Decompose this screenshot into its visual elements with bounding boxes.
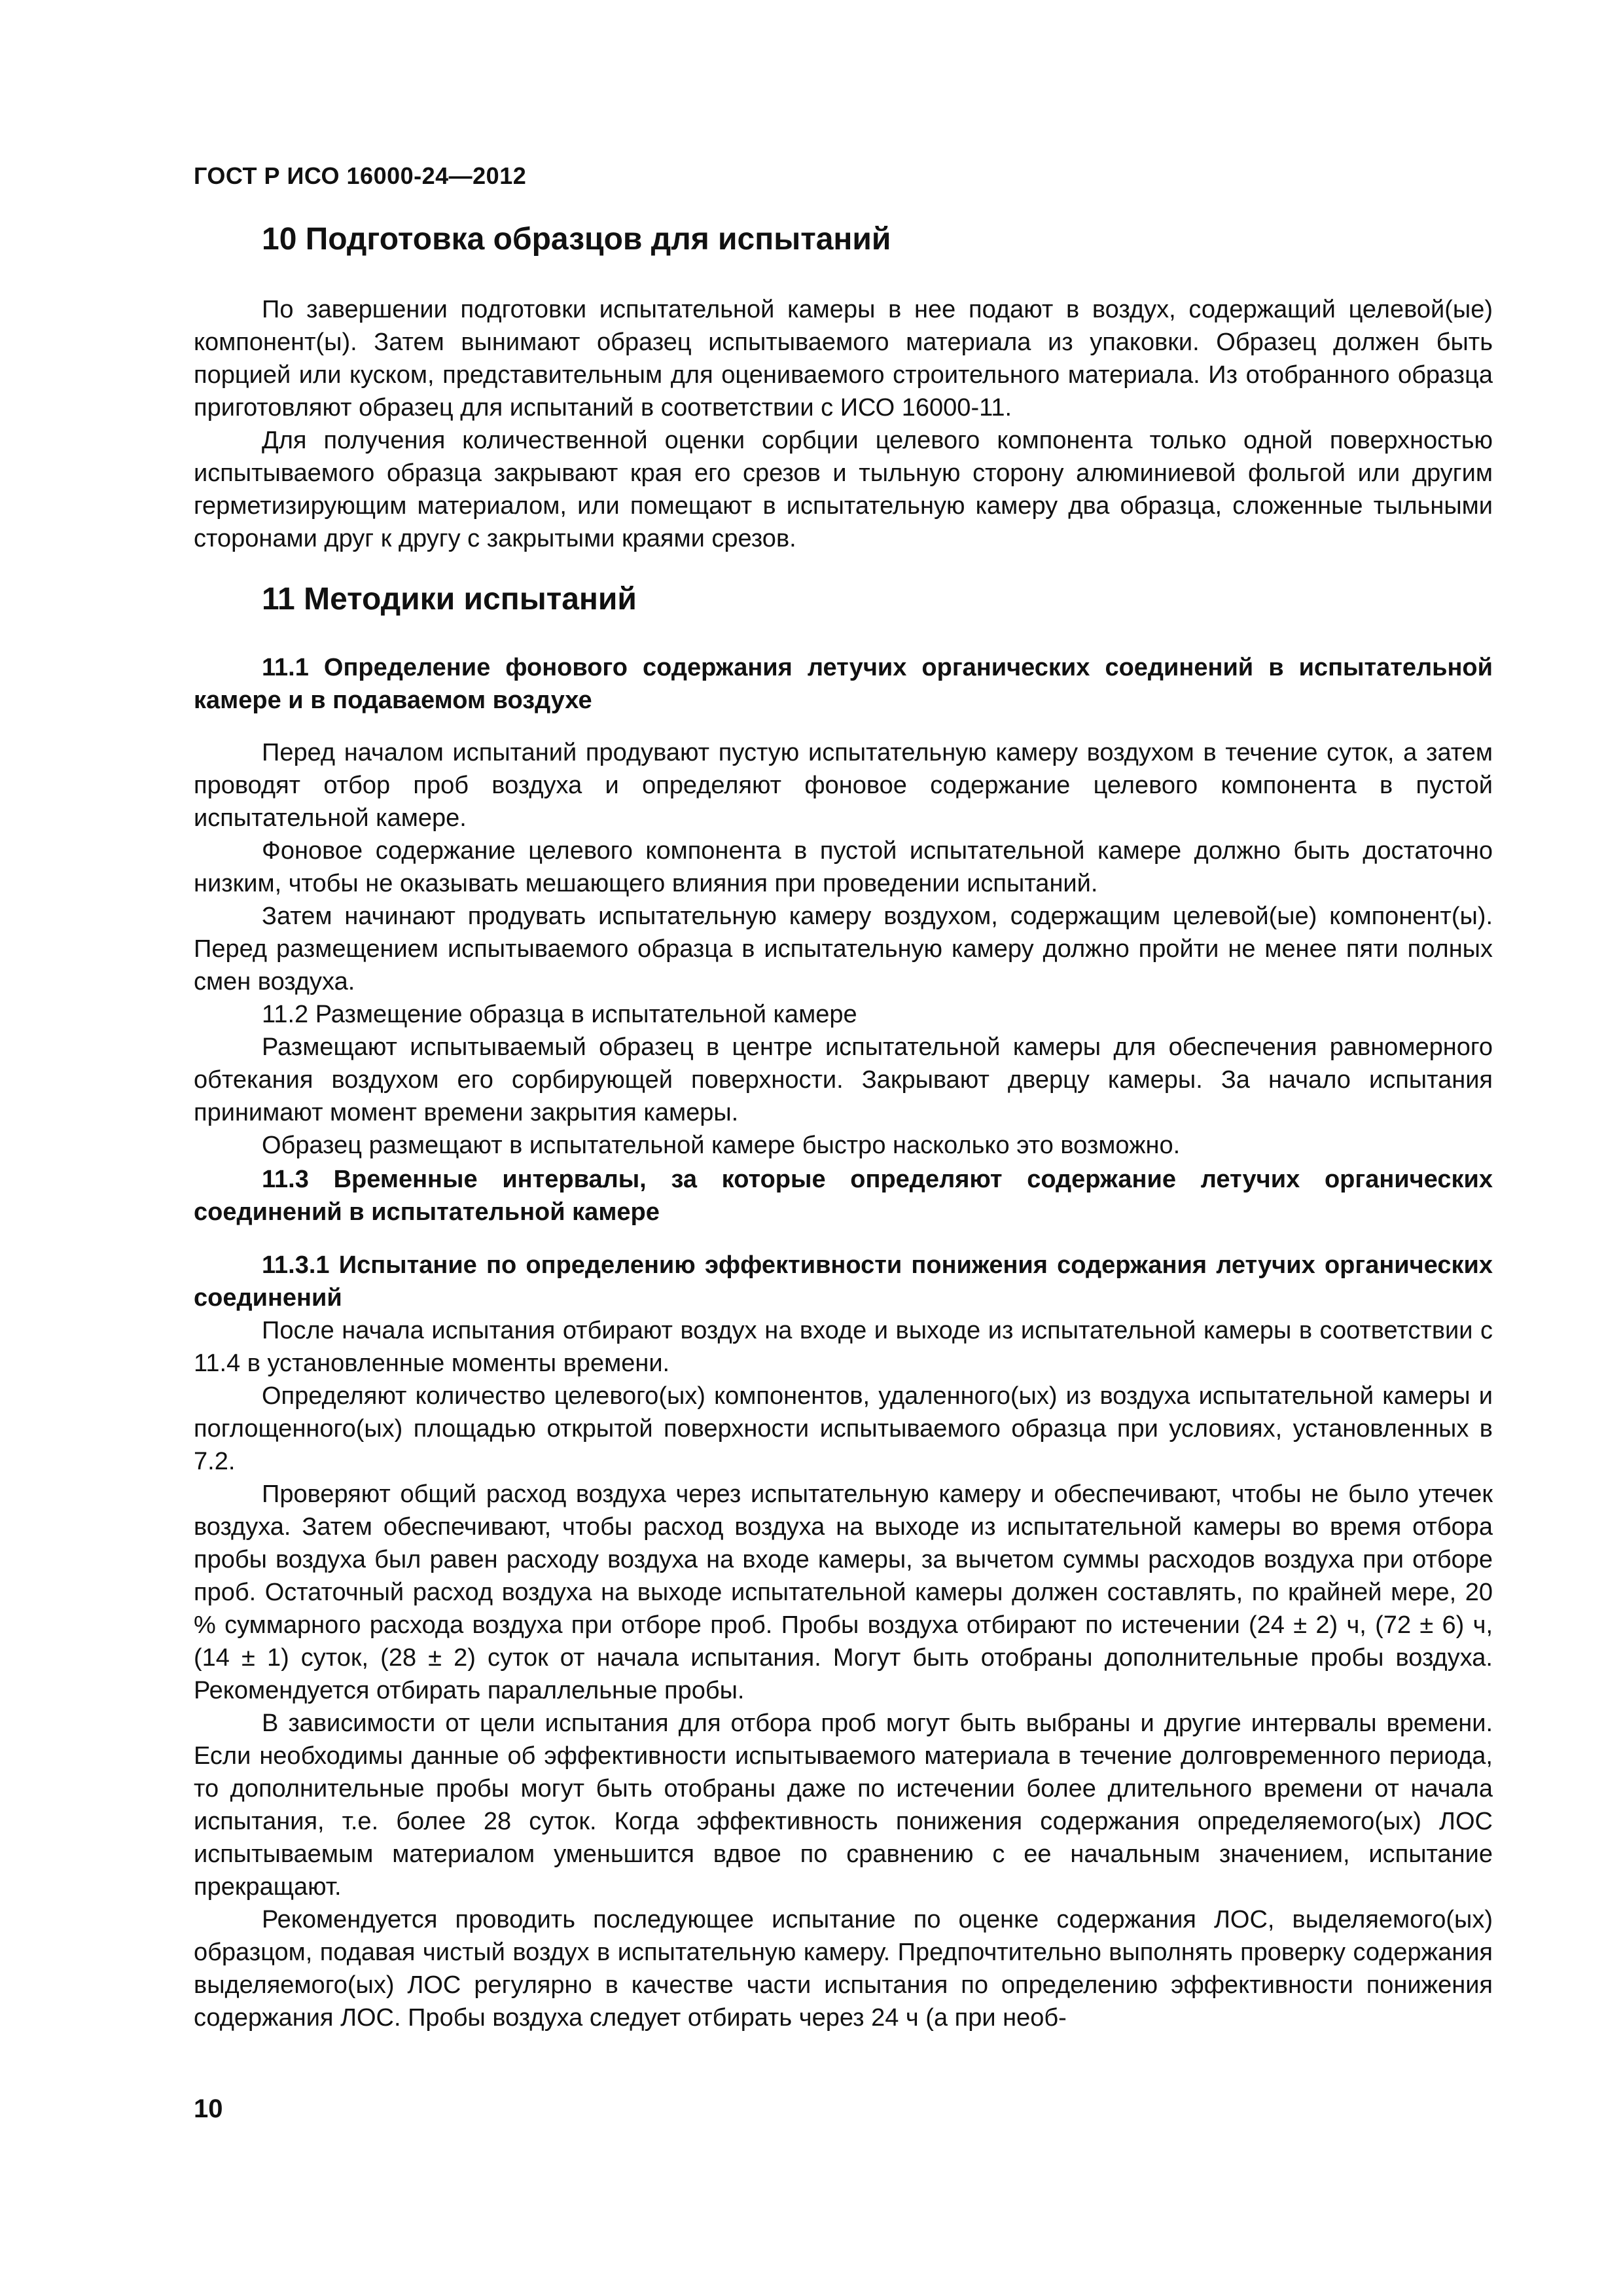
section-11-3-heading: 11.3 Временные интервалы, за которые определяют содержание летучих органических соединений в испытательной камере xyxy=(194,1166,1493,1226)
section-11-1-paragraph-3: Затем начинают продувать испытательную камеру воздухом, содержащим целевой(ые) компонент(ы). Перед размещением испытываемого образца в испытательную камеру должно пройти не менее пяти полных смен воздуха. xyxy=(194,903,1493,996)
section-10-title: 10 Подготовка образцов для испытаний xyxy=(262,222,891,257)
section-11-1-paragraph-2: Фоновое содержание целевого компонента в пустой испытательной камере должно быть достаточно низким, чтобы не оказывать мешающего влияния при проведении испытаний. xyxy=(194,837,1493,897)
section-11-title: 11 Методики испытаний xyxy=(262,582,637,617)
section-11-3-1-heading: 11.3.1 Испытание по определению эффективности понижения содержания летучих органических соединений xyxy=(194,1251,1493,1312)
page-number: 10 xyxy=(194,2094,223,2123)
section-10-paragraph-2: Для получения количественной оценки сорбции целевого компонента только одной поверхностью испытываемого образца закрывают края его срезов и тыльную сторону алюминиевой фольгой или другим герметизирующим материалом, или помещают в испытательную камеру два образца, сложенные тыльными сторонами друг к другу с закрытыми краями срезов. xyxy=(194,427,1493,552)
section-11-3-1-paragraph-5: Рекомендуется проводить последующее испытание по оценке содержания ЛОС, выделяемого(ых) образцом, подавая чистый воздух в испытательную камеру. Предпочтительно выполнять проверку содержания выделяемого(ых) ЛОС регулярно в качестве части испытания по определению эффективности понижения содержания ЛОС. Пробы воздуха следует отбирать через 24 ч (а при необ- xyxy=(194,1906,1493,2032)
section-11-1-heading: 11.1 Определение фонового содержания летучих органических соединений в испытательной камере и в подаваемом воздухе xyxy=(194,654,1493,714)
section-11-3-1-paragraph-3: Проверяют общий расход воздуха через испытательную камеру и обеспечивают, чтобы не было утечек воздуха. Затем обеспечивают, чтобы расход воздуха на выходе из испытательной камеры во время отбора пробы воздуха был равен расходу воздуха на входе камеры, за вычетом суммы расходов воздуха при отборе проб. Остаточный расход воздуха на выходе испытательной камеры должен составлять, по крайней мере, 20 % суммарного расхода воздуха при отборе проб. Пробы воздуха отбирают по истечении (24 ± 2) ч, (72 ± 6) ч, (14 ± 1) суток, (28 ± 2) суток от начала испытания. Могут быть отобраны дополнительные пробы воздуха. Рекомендуется отбирать параллельные пробы. xyxy=(194,1480,1493,1704)
section-11-3-1-paragraph-4: В зависимости от цели испытания для отбора проб могут быть выбраны и другие интервалы времени. Если необходимы данные об эффективности испытываемого материала в течение долговременного периода, то дополнительные пробы могут быть отобраны даже по истечении более длительного времени от начала испытания, т.е. более 28 суток. Когда эффективность понижения содержания определяемого(ых) ЛОС испытываемым материалом уменьшится вдвое по сравнению с ее начальным значением, испытание прекращают. xyxy=(194,1710,1493,1901)
section-11-3-block xyxy=(194,1163,1493,1229)
section-10-body xyxy=(194,293,1493,555)
section-11-3-1-paragraph-2: Определяют количество целевого(ых) компонентов, удаленного(ых) из воздуха испытательной камеры и поглощенного(ых) площадью открытой поверхности испытываемого образца при условиях, установленных в 7.2. xyxy=(194,1382,1493,1475)
section-11-2-paragraph-2: Образец размещают в испытательной камере быстро насколько это возможно. xyxy=(262,1132,1181,1159)
standard-designation: ГОСТ Р ИСО 16000-24—2012 xyxy=(194,162,527,189)
section-10-paragraph-1: По завершении подготовки испытательной камеры в нее подают в воздух, содержащий целевой(ые) компонент(ы). Затем вынимают образец испытываемого материала из упаковки. Образец должен быть порцией или куском, представительным для оцениваемого строительного материала. Из отобранного образца приготовляют образец для испытаний в соответствии с ИСО 16000-11. xyxy=(194,296,1493,422)
section-11-1-paragraph-1: Перед началом испытаний продувают пустую испытательную камеру воздухом в течение суток, а затем проводят отбор проб воздуха и определяют фоновое содержание целевого компонента в пустой испытательной камере. xyxy=(194,739,1493,832)
section-11-3-1-paragraph-1: После начала испытания отбирают воздух на входе и выходе из испытательной камеры в соответствии с 11.4 в установленные моменты времени. xyxy=(194,1317,1493,1377)
section-11-2-paragraph-1: Размещают испытываемый образец в центре испытательной камеры для обеспечения равномерного обтекания воздухом его сорбирующей поверхности. Закрывают дверцу камеры. За начало испытания принимают момент времени закрытия камеры. xyxy=(194,1033,1493,1126)
section-11-1-block xyxy=(194,651,1493,717)
section-11-2-heading: 11.2 Размещение образца в испытательной камере xyxy=(262,1001,857,1028)
section-11-1-2-body xyxy=(194,736,1493,1162)
section-11-3-1-body xyxy=(194,1249,1493,2034)
